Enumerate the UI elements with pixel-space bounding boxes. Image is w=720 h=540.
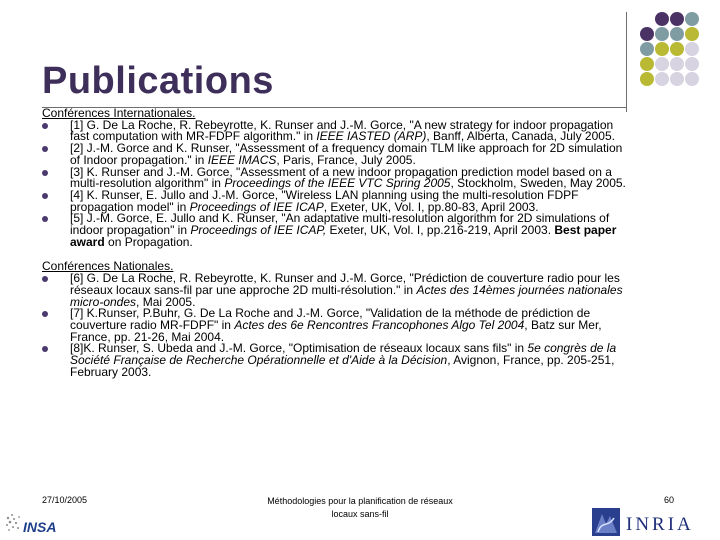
reference-text: [6] G. De La Roche, R. Rebeyrotte, K. Runser and J.-M. Gorce, "Prédiction de couverture radio pour les <box>70 271 620 286</box>
insa-logo <box>4 510 64 536</box>
reference-text: [5] J.-M. Gorce, E. Jullo and K. Runser, "An adaptative multi-resolution algorithm for 2D simulations of <box>70 211 610 226</box>
footer-page-number: 60 <box>664 495 675 505</box>
international-reference-item <box>42 213 682 248</box>
decor-dot <box>640 27 654 41</box>
reference-text: [1] G. De La Roche, R. Rebeyrotte, K. Runser and J.-M. Gorce, "A new strategy for indoor propagation <box>70 117 614 132</box>
reference-text: Actes des 14èmes journées nationales <box>416 282 623 297</box>
reference-text: IEEE IASTED (ARP) <box>316 129 427 144</box>
reference-text: Société Française de Recherche Opérationnelle et d'Aide à la Décision <box>70 353 448 368</box>
reference-text: Exeter, UK, Vol. I, pp.216-219, April 2003. <box>326 223 555 238</box>
reference-text: Proceedings of IEE ICAP <box>189 199 324 214</box>
decor-dot <box>685 57 699 71</box>
reference-text: [4] K. Runser, E. Jullo and J.-M. Gorce, "Wireless LAN planning using the multi-resolution FDPF <box>70 187 579 202</box>
decor-dot <box>685 12 699 26</box>
bullet-icon <box>42 170 48 176</box>
reference-text: propagation model" in <box>70 199 190 214</box>
decor-dot <box>655 57 669 71</box>
reference-text: fast computation with MR-FDPF algorithm." in <box>70 129 317 144</box>
decor-dot <box>655 27 669 41</box>
bullet-icon <box>42 276 48 282</box>
inria-logo <box>592 506 718 538</box>
reference-text: France, pp. 21-26, Mai 2004. <box>70 329 225 344</box>
reference-text: Proceedings of IEE ICAP, <box>190 223 327 238</box>
footer-title-line-1: Méthodologies pour la planification de réseaux <box>267 496 453 506</box>
national-heading: Conférences Nationales. <box>42 259 174 274</box>
reference-text: award <box>70 234 105 249</box>
national-list <box>42 273 682 378</box>
decor-dot <box>670 72 684 86</box>
decor-dot <box>640 57 654 71</box>
international-heading: Conférences Internationales. <box>42 106 196 120</box>
reference-text: 5e congrès de la <box>527 341 617 356</box>
reference-text: indoor propagation" in <box>70 223 191 238</box>
footer-title <box>240 495 480 521</box>
reference-text: February 2003. <box>70 364 152 379</box>
bullet-icon <box>42 193 48 199</box>
reference-text: , Banff, Alberta, Canada, July 2005. <box>426 129 615 144</box>
decor-dot <box>655 42 669 56</box>
reference-text: micro-ondes <box>70 294 137 309</box>
decor-dot <box>670 57 684 71</box>
reference-text: [2] J.-M. Gorce and K. Runser, "Assessment of a frequency domain TLM like approach for 2D simulation <box>70 141 623 156</box>
reference-text: IEEE IMACS <box>207 152 277 167</box>
footer-title-line-2: locaux sans-fil <box>331 509 389 519</box>
bullet-icon <box>42 123 48 129</box>
bullet-icon <box>42 311 48 317</box>
reference-text: couverture radio MR-FDPF" in <box>70 317 235 332</box>
reference-text: Proceedings of the IEEE VTC Spring 2005 <box>224 176 451 191</box>
reference-text: , Mai 2005. <box>136 294 196 309</box>
reference-line <box>70 355 682 367</box>
reference-text: of Indoor propagation." in <box>70 152 208 167</box>
reference-text: , Batz sur Mer, <box>524 317 602 332</box>
reference-line <box>70 364 682 379</box>
national-reference-item <box>42 308 682 343</box>
bullet-icon <box>42 346 48 352</box>
reference-text: , Stockholm, Sweden, May 2005. <box>450 176 626 191</box>
decor-dot <box>655 72 669 86</box>
reference-text: , Paris, France, July 2005. <box>276 152 416 167</box>
international-reference-item <box>42 164 682 191</box>
footer-date: 27/10/2005 <box>42 495 88 505</box>
reference-text: réseaux locaux sans-fil par une approche 2D multi-résolution." in <box>70 282 417 297</box>
national-reference-item <box>42 343 682 378</box>
decor-dot <box>685 72 699 86</box>
international-list <box>42 117 682 249</box>
decor-dot <box>670 42 684 56</box>
decor-dot <box>685 42 699 56</box>
reference-text: , Exeter, UK, Vol. I, pp.80-83, April 2003. <box>323 199 539 214</box>
inria-logo-text: INRIA <box>626 514 694 535</box>
decor-dot <box>670 27 684 41</box>
national-reference-item <box>42 273 682 308</box>
decor-dot <box>640 72 654 86</box>
reference-text: multi-resolution algorithm" in <box>70 176 225 191</box>
slide-title: Publications <box>42 60 274 102</box>
reference-text: [7] K.Runser, P.Buhr, G. De La Roche and J.-M. Gorce, "Validation de la méthode de prédiction de <box>70 306 591 321</box>
decor-dot <box>640 42 654 56</box>
international-reference-item <box>42 117 682 144</box>
international-reference-item <box>42 187 682 214</box>
bullet-icon <box>42 146 48 152</box>
international-reference-item <box>42 143 682 166</box>
decor-dot <box>655 12 669 26</box>
insa-logo-text: INSA <box>23 519 57 535</box>
reference-text: [8]K. Runser, S. Ubeda and J.-M. Gorce, "Optimisation de réseaux locaux sans fils" in <box>70 341 528 356</box>
decor-vertical-rule <box>626 12 627 112</box>
reference-text: [3] K. Runser and J.-M. Gorce, "Assessment of a new indoor propagation prediction model based on a <box>70 164 612 179</box>
bullet-icon <box>42 216 48 222</box>
reference-line <box>70 234 682 249</box>
decor-dot <box>670 12 684 26</box>
reference-text: Best paper <box>554 223 617 238</box>
reference-text: Actes des 6e Rencontres Francophones Algo Tel 2004 <box>234 317 525 332</box>
reference-text: on Propagation. <box>104 234 193 249</box>
decor-dot-grid <box>640 12 720 112</box>
publications-content <box>42 108 682 378</box>
decor-dot <box>685 27 699 41</box>
reference-text: , Avignon, France, pp. 205-251, <box>447 353 615 368</box>
